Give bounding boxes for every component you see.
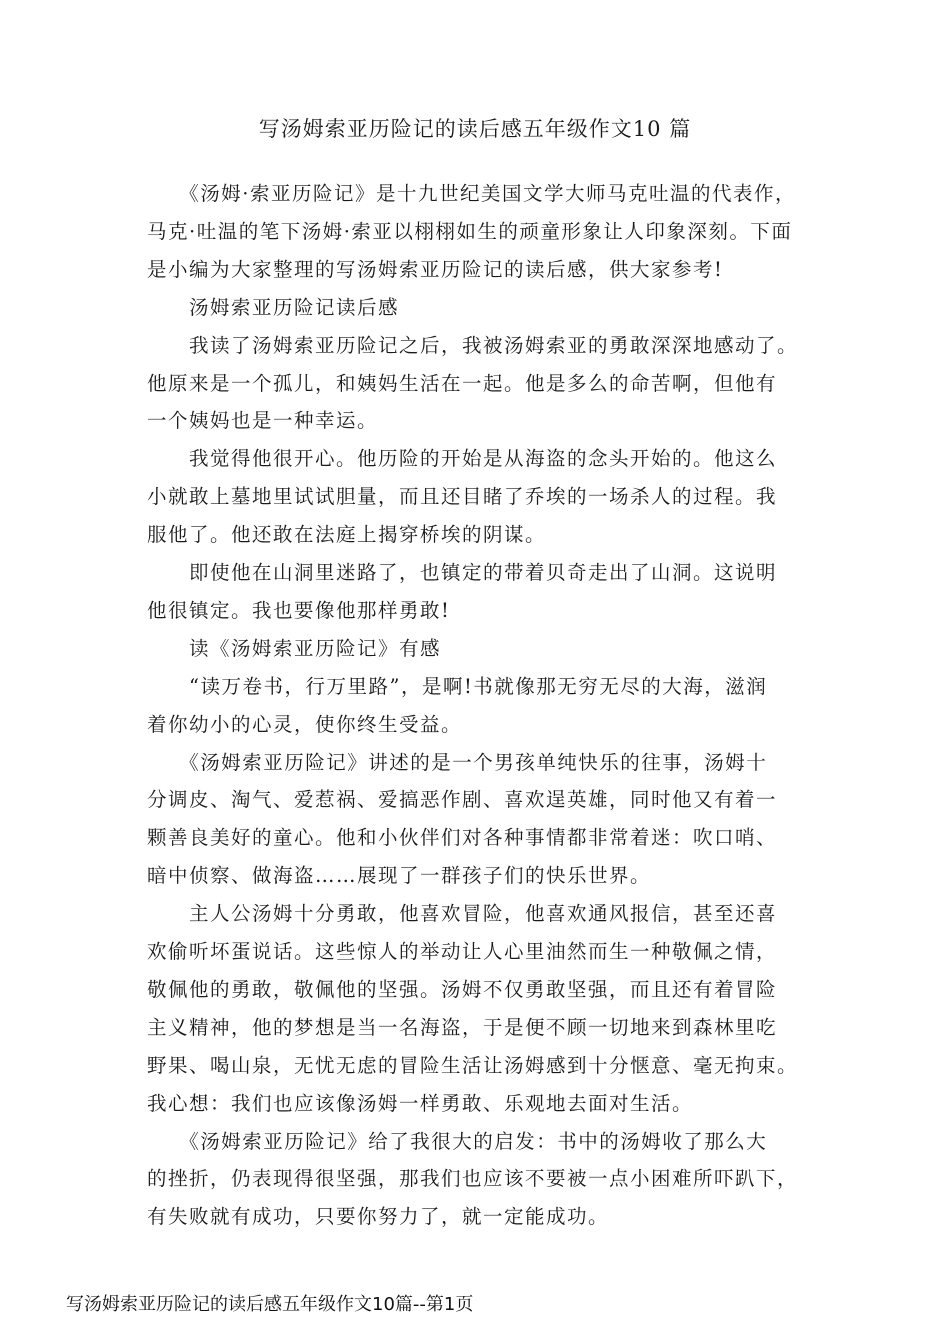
body-line: 有失败就有成功，只要你努力了，就一定能成功。 <box>147 1205 610 1229</box>
body-line: 主义精神，他的梦想是当一名海盗，于是便不顾一切地来到森林里吃 <box>147 1015 778 1039</box>
body-line: 小就敢上墓地里试试胆量，而且还目睹了乔埃的一场杀人的过程。我 <box>147 485 778 509</box>
body-line: 分调皮、淘气、爱惹祸、爱搞恶作剧、喜欢逞英雄，同时他又有着一 <box>147 788 778 812</box>
body-line: 我觉得他很开心。他历险的开始是从海盗的念头开始的。他这么 <box>147 447 778 471</box>
body-line: 马克·吐温的笔下汤姆·索亚以栩栩如生的顽童形象让人印象深刻。下面 <box>147 219 793 243</box>
body-line: 颗善良美好的童心。他和小伙伴们对各种事情都非常着迷：吹口哨、 <box>147 826 778 850</box>
body-line: 汤姆索亚历险记读后感 <box>147 295 400 319</box>
body-line: 暗中侦察、做海盗……展现了一群孩子们的快乐世界。 <box>147 864 652 888</box>
body-line: 的挫折，仍表现得很坚强，那我们也应该不要被一点小困难所吓趴下， <box>147 1167 799 1191</box>
body-line: 主人公汤姆十分勇敢，他喜欢冒险，他喜欢通风报信，甚至还喜 <box>147 902 778 926</box>
body-line: 我心想：我们也应该像汤姆一样勇敢、乐观地去面对生活。 <box>147 1091 694 1115</box>
body-line: 《汤姆·索亚历险记》是十九世纪美国文学大师马克吐温的代表作， <box>147 182 796 205</box>
body-line: 是小编为大家整理的写汤姆索亚历险记的读后感，供大家参考! <box>147 257 724 281</box>
page-footer: 写汤姆索亚历险记的读后感五年级作文10篇--第1页 <box>66 1294 474 1315</box>
body-line: 野果、喝山泉，无忧无虑的冒险生活让汤姆感到十分惬意、毫无拘束。 <box>147 1053 799 1077</box>
document-title: 写汤姆索亚历险记的读后感五年级作文10 篇 <box>258 117 692 141</box>
body-line: 他很镇定。我也要像他那样勇敢! <box>147 598 451 622</box>
body-line: 即使他在山洞里迷路了，也镇定的带着贝奇走出了山洞。这说明 <box>147 561 778 584</box>
body-line: 《汤姆索亚历险记》给了我很大的启发：书中的汤姆收了那么大 <box>147 1129 768 1153</box>
body-line: 敬佩他的勇敢，敬佩他的坚强。汤姆不仅勇敢坚强，而且还有着冒险 <box>147 977 778 1001</box>
body-line: 服他了。他还敢在法庭上揭穿桥埃的阴谋。 <box>147 523 547 547</box>
body-line: 《汤姆索亚历险记》讲述的是一个男孩单纯快乐的往事，汤姆十 <box>147 750 768 774</box>
body-line: 着你幼小的心灵，使你终生受益。 <box>147 712 463 736</box>
body-line: 一个姨妈也是一种幸运。 <box>147 409 379 433</box>
body-line: 读《汤姆索亚历险记》有感 <box>147 636 442 660</box>
body-line: 他原来是一个孤儿，和姨妈生活在一起。他是多么的命苦啊，但他有 <box>147 371 778 395</box>
body-line: “读万卷书，行万里路”，是啊!书就像那无穷无尽的大海，滋润 <box>147 674 768 698</box>
body-line: 欢偷听坏蛋说话。这些惊人的举动让人心里油然而生一种敬佩之情， <box>147 940 778 963</box>
body-line: 我读了汤姆索亚历险记之后，我被汤姆索亚的勇敢深深地感动了。 <box>147 333 799 357</box>
